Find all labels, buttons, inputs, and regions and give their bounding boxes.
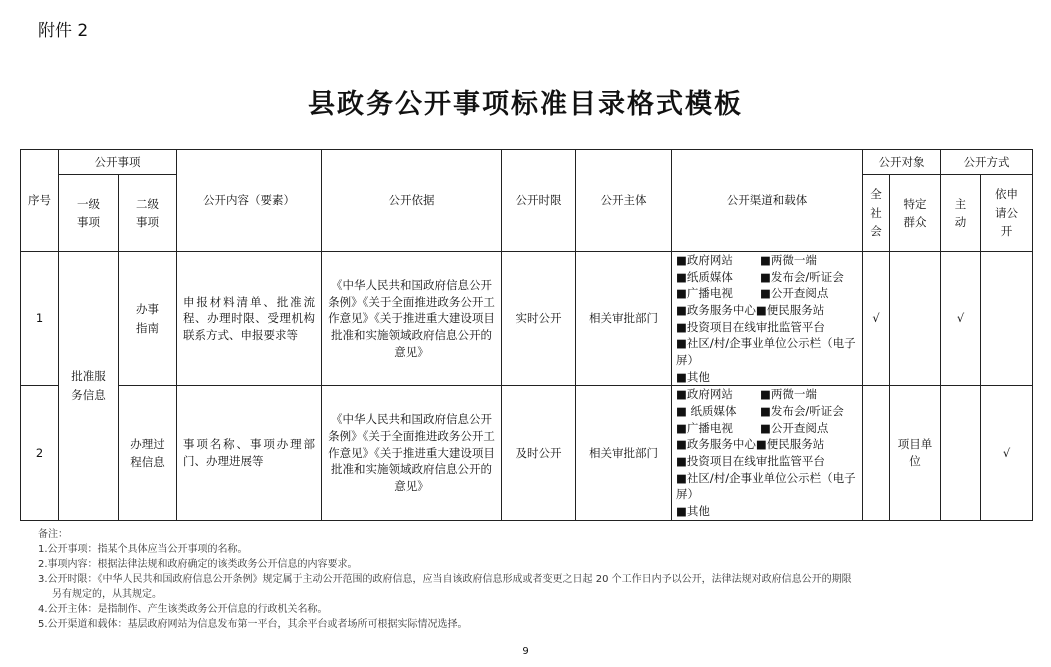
- channel-cell: [672, 252, 863, 386]
- channel-board: ■社区/村/企事业单位公示栏（电子屏）: [676, 470, 856, 502]
- channel-service-center: ■政务服务中心: [676, 303, 756, 318]
- level2-item: 办理过 程信息: [119, 386, 177, 520]
- table-row: [21, 252, 1033, 386]
- method-apply-cell: √: [981, 386, 1033, 520]
- header-level1: 一级 事项: [59, 175, 119, 252]
- header-method-active: 主 动: [941, 175, 981, 252]
- header-basis: 公开依据: [322, 150, 502, 252]
- notes-heading: 备注：: [38, 529, 68, 540]
- note-item: 3.公开时限：《中华人民共和国政府信息公开条例》规定属于主动公开范围的政府信息，应当自该政府信息形成或者变更之日起 20 个工作日内予以公开，法律法规对政府信息公开的期限: [38, 574, 852, 585]
- content-cell: 事项名称、事项办理部门、办理进展等: [177, 386, 322, 520]
- channel-wechat: ■两微一端: [760, 387, 817, 402]
- channel-tv: ■广播电视: [676, 420, 733, 435]
- header-subject: 公开主体: [576, 150, 672, 252]
- note-item: 2.事项内容：根据法律法规和政府确定的该类政务公开信息的内容要求。: [38, 559, 358, 570]
- header-audience-specific: 特定 群众: [890, 175, 941, 252]
- channel-paper: ■纸质媒体: [676, 269, 733, 284]
- channel-tv: ■广播电视: [676, 286, 733, 301]
- channel-cell: [672, 386, 863, 520]
- channel-service-station: ■便民服务站: [755, 437, 825, 452]
- channel-wechat: ■两微一端: [760, 253, 817, 267]
- header-method-group: 公开方式: [941, 150, 1033, 175]
- document-title: 县政务公开事项标准目录格式模板: [308, 89, 743, 120]
- channel-reading: ■公开查阅点: [760, 420, 829, 435]
- note-item: 5.公开渠道和载体：基层政府网站为信息发布第一平台，其余平台或者场所可根据实际情况选择。: [38, 619, 468, 630]
- header-audience-group: 公开对象: [863, 150, 941, 175]
- channel-invest-platform: ■投资项目在线审批监管平台: [676, 454, 825, 469]
- channel-press: ■发布会/听证会: [760, 404, 844, 419]
- content-cell: 申报材料清单、批准流程、办理时限、受理机构联系方式、申报要求等: [177, 252, 322, 386]
- notes-section: [38, 527, 1028, 632]
- note-item-continued: 另有规定的，从其规定。: [52, 589, 162, 600]
- header-level2: 二级 事项: [119, 175, 177, 252]
- audience-all-cell: [863, 386, 890, 520]
- header-item-group: 公开事项: [59, 150, 177, 175]
- time-limit-cell: 及时公开: [502, 386, 576, 520]
- channel-press: ■发布会/听证会: [760, 269, 844, 284]
- basis-cell: 《中华人民共和国政府信息公开条例》《关于全面推进政务公开工作意见》《关于推进重大建设项目批准和实施领域政府信息公开的意见》: [322, 252, 502, 386]
- page-number: 9: [522, 646, 529, 657]
- note-item: 4.公开主体：是指制作、产生该类政务公开信息的行政机关名称。: [38, 604, 328, 615]
- subject-cell: 相关审批部门: [576, 252, 672, 386]
- method-active-cell: [941, 386, 981, 520]
- catalog-table: [20, 149, 1033, 521]
- header-audience-all: 全 社 会: [863, 175, 890, 252]
- channel-board: ■社区/村/企事业单位公示栏（电子屏）: [676, 336, 856, 368]
- subject-cell: 相关审批部门: [576, 386, 672, 520]
- method-apply-cell: [981, 252, 1033, 386]
- channel-service-center: ■政务服务中心: [676, 437, 756, 452]
- method-active-cell: √: [941, 252, 981, 386]
- audience-all-cell: √: [863, 252, 890, 386]
- time-limit-cell: 实时公开: [502, 252, 576, 386]
- channel-reading: ■公开查阅点: [760, 286, 829, 301]
- channel-gov-site: ■政府网站: [676, 253, 733, 267]
- row-seq: 1: [21, 252, 59, 386]
- row-seq: 2: [21, 386, 59, 520]
- audience-specific-cell: [890, 252, 941, 386]
- channel-invest-platform: ■投资项目在线审批监管平台: [676, 319, 825, 334]
- channel-other: ■其他: [676, 504, 710, 519]
- header-row-1: [21, 150, 1033, 175]
- table-row: [21, 386, 1033, 520]
- level2-item: 办事 指南: [119, 252, 177, 386]
- header-time-limit: 公开时限: [502, 150, 576, 252]
- channel-paper: ■ 纸质媒体: [676, 404, 737, 419]
- channel-service-station: ■便民服务站: [755, 303, 825, 318]
- audience-specific-cell: 项目单位: [890, 386, 941, 520]
- channel-gov-site: ■政府网站: [676, 387, 733, 402]
- level1-item: 批准服 务信息: [59, 252, 119, 521]
- header-method-apply: 依申 请公 开: [981, 175, 1033, 252]
- channel-other: ■其他: [676, 369, 710, 384]
- header-seq: 序号: [21, 150, 59, 252]
- header-content: 公开内容（要素）: [177, 150, 322, 252]
- note-item: 1.公开事项：指某个具体应当公开事项的名称。: [38, 544, 248, 555]
- header-channel: 公开渠道和载体: [672, 150, 863, 252]
- basis-cell: 《中华人民共和国政府信息公开条例》《关于全面推进政务公开工作意见》《关于推进重大建设项目批准和实施领域政府信息公开的意见》: [322, 386, 502, 520]
- attachment-label: 附件 2: [38, 21, 89, 41]
